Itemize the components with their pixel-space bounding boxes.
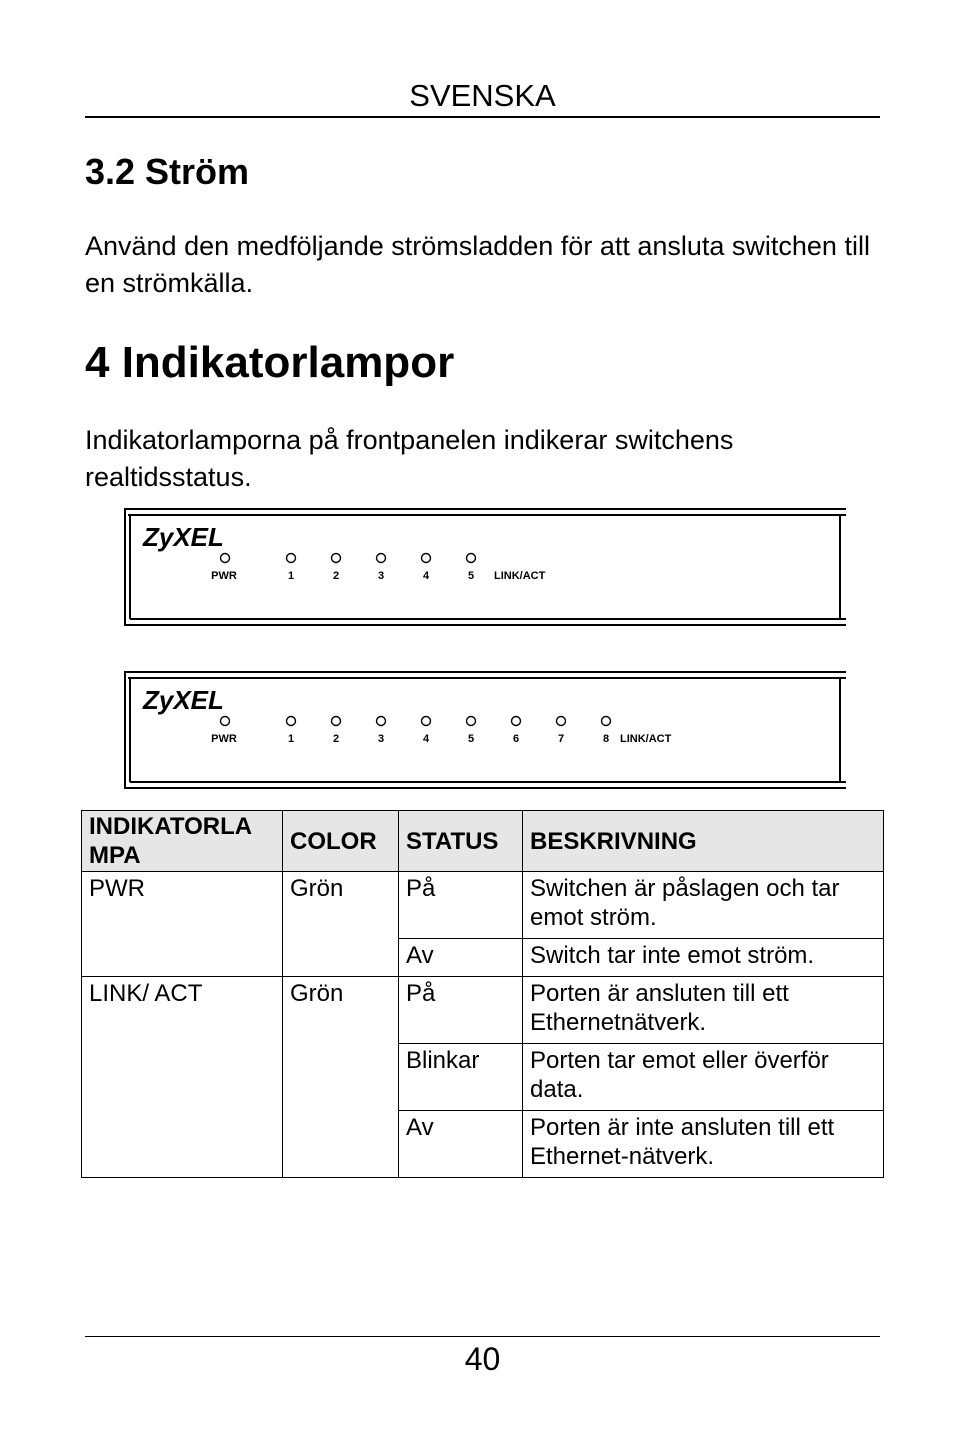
port-number-label: 5 — [467, 570, 475, 582]
port-number-label: 3 — [377, 570, 385, 582]
led-status-cell: På — [399, 872, 523, 939]
zyxel-logo: ZyXEL — [143, 522, 224, 552]
header-led: INDIKATORLA MPA — [82, 811, 283, 872]
port-number-label: 1 — [287, 570, 295, 582]
footer-rule — [85, 1336, 880, 1337]
led-color-cell: Grön — [283, 977, 399, 1178]
port-led-4 — [422, 717, 431, 726]
port-number-label: 1 — [287, 733, 295, 745]
front-panel-8-port — [124, 671, 846, 789]
port-led-4 — [422, 554, 431, 563]
port-led-3 — [377, 554, 386, 563]
power-led — [221, 717, 230, 726]
port-number-label: 2 — [332, 570, 340, 582]
port-number-label: 4 — [422, 570, 430, 582]
led-color-cell: Grön — [283, 872, 399, 977]
port-led-2 — [332, 554, 341, 563]
port-led-1 — [287, 717, 296, 726]
header-color: COLOR — [283, 811, 399, 872]
led-name-cell: PWR — [82, 872, 283, 977]
table-header-row — [82, 811, 884, 872]
port-led-6 — [512, 717, 521, 726]
led-description-cell: Porten är ansluten till ett Ethernetnätverk. — [523, 977, 884, 1044]
page-number: 40 — [464, 1341, 501, 1377]
led-status-cell: Blinkar — [399, 1044, 523, 1111]
section-heading-power: 3.2 Ström — [85, 151, 250, 192]
led-description-cell: Porten är inte ansluten till ett Ethernet-nätverk. — [523, 1111, 884, 1178]
port-led-3 — [377, 717, 386, 726]
pwr-led-label: PWR — [211, 570, 237, 582]
port-number-label: 6 — [512, 733, 520, 745]
header-rule — [85, 116, 880, 118]
port-led-2 — [332, 717, 341, 726]
port-number-label: 2 — [332, 733, 340, 745]
header-status: STATUS — [399, 811, 523, 872]
pwr-led-label: PWR — [211, 733, 237, 745]
power-led — [221, 554, 230, 563]
led-name-cell: LINK/ ACT — [82, 977, 283, 1178]
led-description-cell: Porten tar emot eller överför data. — [523, 1044, 884, 1111]
port-number-label: 8 — [602, 733, 610, 745]
table-row — [82, 977, 884, 1044]
front-panel-5-port — [124, 508, 846, 626]
table-row — [82, 872, 884, 939]
led-status-table — [81, 810, 884, 1178]
port-led-1 — [287, 554, 296, 563]
port-led-7 — [557, 717, 566, 726]
power-paragraph: Använd den medföljande strömsladden för att ansluta switchen till en strömkälla. — [85, 231, 870, 298]
header-description: BESKRIVNING — [523, 811, 884, 872]
zyxel-logo: ZyXEL — [143, 685, 224, 715]
led-status-cell: På — [399, 977, 523, 1044]
running-header-language: SVENSKA — [409, 78, 556, 113]
port-number-label: 4 — [422, 733, 430, 745]
port-led-5 — [467, 554, 476, 563]
link-act-label: LINK/ACT — [620, 733, 672, 745]
port-led-8 — [602, 717, 611, 726]
chapter-heading-leds: 4 Indikatorlampor — [85, 338, 455, 387]
link-act-label: LINK/ACT — [494, 570, 546, 582]
leds-paragraph: Indikatorlamporna på frontpanelen indikerar switchens realtidsstatus. — [85, 425, 734, 492]
port-number-label: 7 — [557, 733, 565, 745]
led-status-cell: Av — [399, 939, 523, 977]
port-number-label: 3 — [377, 733, 385, 745]
led-status-cell: Av — [399, 1111, 523, 1178]
led-description-cell: Switchen är påslagen och tar emot ström. — [523, 872, 884, 939]
led-description-cell: Switch tar inte emot ström. — [523, 939, 884, 977]
port-led-5 — [467, 717, 476, 726]
port-number-label: 5 — [467, 733, 475, 745]
